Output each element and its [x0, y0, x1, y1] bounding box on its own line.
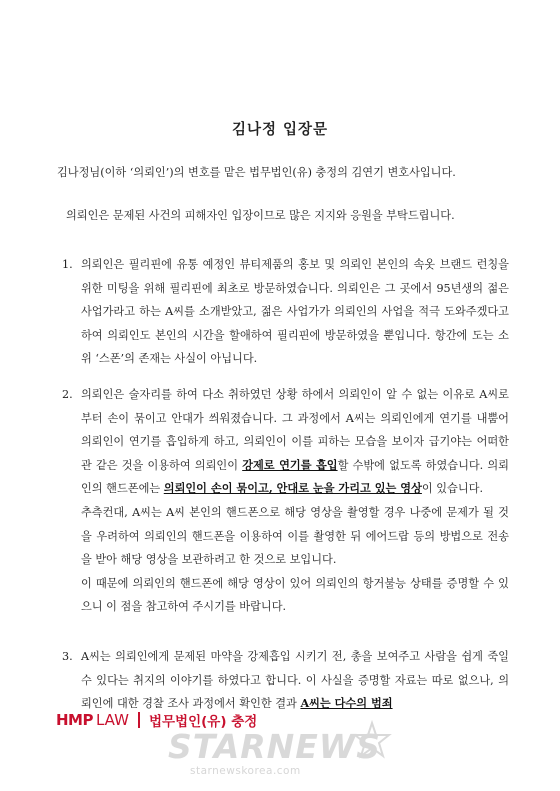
star-icon [352, 720, 392, 760]
item-number: 1. [62, 258, 73, 271]
item-sub-paragraph: 이 때문에 의뢰인의 핸드폰에 해당 영상이 있어 의뢰인의 항거불능 상태를 증명할 수 있으니 이 점을 참고하여 주시기를 바랍니다. [81, 576, 509, 614]
intro-request-paragraph: 의뢰인은 문제된 사건의 피해자인 입장이므로 많은 지지와 응원을 부탁드립니다. [66, 209, 455, 222]
item-text-part: 의뢰인은 술자리를 하여 다소 취하였던 상황 하에서 의뢰인이 알 수 없는 이유로 A씨로부터 손이 묶이고 안대가 씌워졌습니다. 그 과정에서 A씨는 의뢰인에게 연기를 내뿜어 의뢰인이 연기를 흡입하게 하고, 의뢰인이 이를 피하는 모습을 보이자 급기야는 어떠한 관 같은 것을 이용하여 의뢰인이 [81, 388, 509, 472]
document-title: 김나정 입장문 [231, 122, 329, 138]
highlighted-phrase: 의뢰인이 손이 묶이고, 안대로 눈을 가리고 있는 영상 [163, 481, 422, 496]
watermark-url: starnewskorea.com [190, 765, 301, 777]
starnews-watermark: STARNEWS [168, 727, 381, 766]
item-number: 3. [62, 650, 73, 663]
item-text: 의뢰인은 필리핀에 유통 예정인 뷰티제품의 홍보 및 의뢰인 본인의 속옷 브랜드 런칭을 위한 미팅을 위해 필리핀에 최초로 방문하였습니다. 의뢰인은 그 곳에서 95년생의 젊은 사업가라고 하는 A씨를 소개받았고, 젊은 사업가가 의뢰인의 사업을 적극 도와주겠다고 하여 의뢰인도 본인의 시간을 할애하여 필리핀에 방문하였을 뿐입니다. 항간에 도는 소위 ‘스폰’의 존재는 사실이 아닙니다. [81, 258, 509, 366]
intro-paragraph: 김나정님(이하 ‘의뢰인’)의 변호를 맡은 법무법인(유) 충정의 김연기 변호사입니다. [57, 166, 456, 179]
logo-hmp-text: HMP [56, 711, 93, 729]
item-text [63, 383, 509, 501]
item-text-part: 이 있습니다. [421, 482, 484, 496]
statement-item-1 [63, 253, 509, 371]
logo-divider [138, 712, 140, 728]
item-sub-paragraph: 추측컨대, A씨는 A씨 본인의 핸드폰으로 해당 영상을 촬영할 경우 나중에 문제가 될 것을 우려하여 의뢰인의 핸드폰을 이용하여 이를 촬영한 뒤 에어드랍 등의 방법으로 전송을 받아 해당 영상을 보관하려고 한 것으로 보입니다. [81, 505, 509, 567]
logo-korean-text: 법무법인(유) 충정 [148, 714, 258, 730]
statement-item-3 [63, 645, 509, 716]
item-text-part: 할 수밖에 없도록 하였습니다. 의뢰인의 핸드폰에는 [81, 458, 509, 496]
logo-law-text: LAW [95, 711, 129, 729]
statement-item-2 [63, 383, 509, 619]
highlighted-phrase: A씨는 다수의 범죄 [300, 696, 393, 711]
item-text-part: A씨는 의뢰인에게 문제된 마약을 강제흡입 시키기 전, 총을 보여주고 사람을 쉽게 죽일 수 있다는 취지의 이야기를 하였다고 합니다. 이 사실을 증명할 자료는 따로 없으나, 의뢰인에 대한 경찰 조사 과정에서 확인한 결과 [81, 650, 509, 711]
item-text [63, 645, 509, 716]
highlighted-phrase: 강제로 연기를 흡입 [242, 457, 338, 472]
item-number: 2. [62, 388, 73, 401]
